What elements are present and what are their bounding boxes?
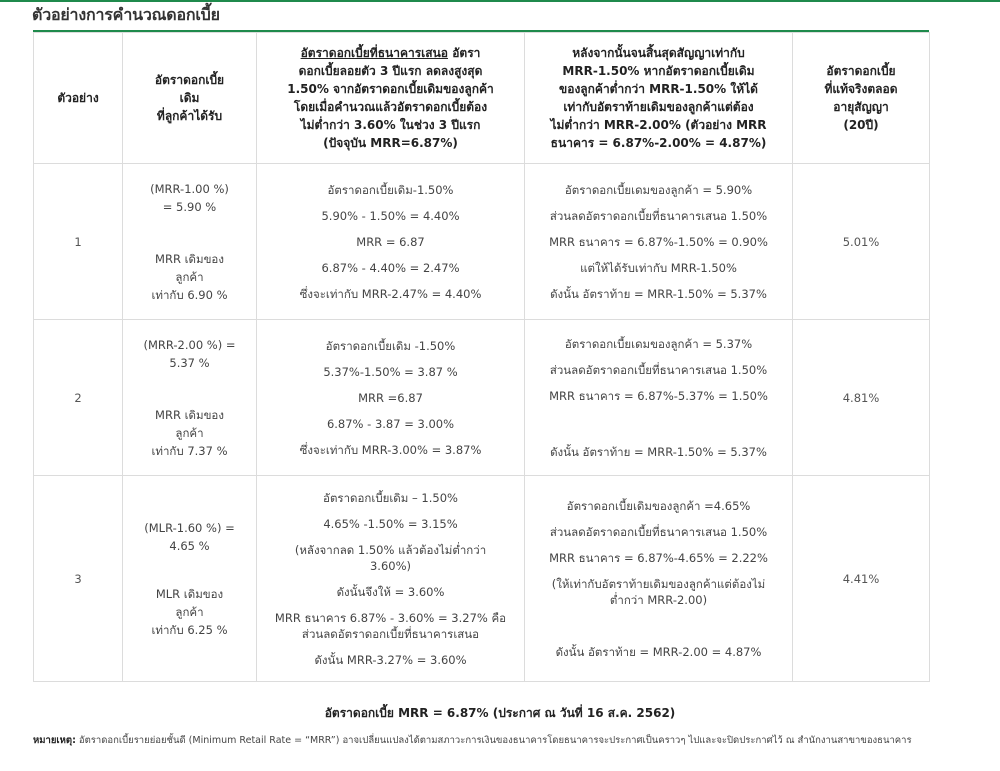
original-mrr-line: ลูกค้า (175, 425, 204, 440)
bank-offer-line: MRR = 6.87 (356, 234, 425, 249)
after-contract-cell (525, 164, 793, 320)
header-original-rate-line: อัตราดอกเบี้ย (154, 73, 225, 87)
original-rate-line: = 5.90 % (162, 199, 217, 214)
bank-offer-line: ซึ่งจะเท่ากับ MRR-2.47% = 4.40% (299, 286, 482, 301)
bank-offer-line: ดังนั้น MRR-3.27% = 3.60% (314, 652, 467, 667)
after-contract-line: ส่วนลดอัตราดอกเบี้ยที่ธนาคารเสนอ 1.50% (549, 524, 768, 539)
original-mrr-line: เท่ากับ 6.90 % (151, 287, 228, 302)
example-number: 2 (34, 320, 123, 476)
bank-offer-line: ดังนั้นจึงให้ = 3.60% (336, 584, 445, 599)
original-mrr-line: MLR เดิมของ (155, 586, 224, 601)
bank-offer-line: MRR ธนาคาร 6.87% - 3.60% = 3.27% คือ ส่วนลดอัตราดอกเบี้ยที่ธนาคารเสนอ (274, 610, 507, 641)
header-after-contract-line: ของลูกค้าต่ำกว่า MRR-1.50% ให้ได้ (559, 82, 758, 96)
effective-rate-value: 4.81% (793, 320, 930, 476)
effective-rate-value: 4.41% (793, 476, 930, 682)
header-original-rate-line: เดิม (179, 91, 200, 105)
after-contract-line: MRR ธนาคาร = 6.87%-5.37% = 1.50% (549, 388, 768, 403)
interest-example-table-wrap (33, 30, 929, 682)
after-contract-line: อัตราดอกเบี้ยเดิมของลูกค้า =4.65% (566, 498, 751, 513)
bank-offer-cell (257, 320, 525, 476)
original-rate-line: (MLR-1.60 %) = (144, 520, 235, 535)
header-effective-rate-line: (20ปี) (843, 118, 879, 132)
interest-example-table (33, 32, 930, 682)
original-rate-line: 4.65 % (169, 538, 210, 553)
original-rate-line: (MRR-2.00 %) = (143, 337, 236, 352)
original-mrr-line: MRR เดิมของ (155, 407, 224, 422)
footnote-label: หมายเหตุ: (33, 735, 76, 746)
bank-offer-line: อัตราดอกเบี้ยเดิม-1.50% (327, 182, 454, 197)
table-header-row (34, 33, 930, 164)
after-contract-line: MRR ธนาคาร = 6.87%-1.50% = 0.90% (549, 234, 768, 249)
after-contract-line: ส่วนลดอัตราดอกเบี้ยที่ธนาคารเสนอ 1.50% (549, 208, 768, 223)
after-contract-line: อัตราดอกเบี้ยเดมของลูกค้า = 5.37% (564, 336, 753, 351)
original-mrr-line: เท่ากับ 6.25 % (151, 622, 228, 637)
header-bank-offer-line: โดยเมื่อคำนวณแล้วอัตราดอกเบี้ยต้อง (293, 100, 488, 114)
original-rate-line: (MRR-1.00 %) (150, 181, 229, 196)
header-effective-rate-line: อายุสัญญา (833, 100, 889, 114)
bank-offer-cell (257, 476, 525, 682)
original-mrr-line: ลูกค้า (175, 269, 204, 284)
original-mrr-line: ลูกค้า (175, 604, 204, 619)
mrr-announcement: อัตราดอกเบี้ย MRR = 6.87% (ประกาศ ณ วันที่ 16 ส.ค. 2562) (324, 706, 676, 720)
after-contract-result: ดังนั้น อัตราท้าย = MRR-2.00 = 4.87% (555, 644, 762, 659)
table-row (34, 320, 930, 476)
footnote (33, 733, 912, 748)
header-after-contract-line: ไม่ต่ำกว่า MRR-2.00% (ตัวอย่าง MRR (550, 118, 767, 132)
table-row (34, 476, 930, 682)
header-after-contract-line: ธนาคาร = 6.87%-2.00% = 4.87%) (550, 136, 767, 150)
after-contract-cell (525, 320, 793, 476)
bank-offer-line: อัตราดอกเบี้ยเดิม – 1.50% (323, 490, 458, 505)
after-contract-line: ดังนั้น อัตราท้าย = MRR-1.50% = 5.37% (550, 286, 767, 301)
header-after-contract-line: เท่ากับอัตราท้ายเดิมของลูกค้าแต่ต้อง (563, 100, 754, 114)
header-effective-rate-line: อัตราดอกเบี้ย (826, 64, 896, 78)
footnote-text: อัตราดอกเบี้ยรายย่อยชั้นดี (Minimum Retail Rate = “MRR”) อาจเปลี่ยนแปลงได้ตามสภาวะการเงินของธนาคารโดยธนาคารจะประกาศเป็นคราวๆ ไปและจะปิดประกาศไว้ ณ สำนักงานสาขาของธนาคาร (75, 735, 912, 746)
page-title: ตัวอย่างการคำนวณดอกเบี้ย (32, 5, 220, 24)
bank-offer-line: MRR =6.87 (358, 390, 423, 405)
bank-offer-line: 6.87% - 4.40% = 2.47% (321, 260, 460, 275)
header-effective-rate-line: ที่แท้จริงตลอด (824, 82, 898, 96)
bank-offer-line: อัตราดอกเบี้ยเดิม -1.50% (325, 338, 456, 353)
header-after-contract-line: MRR-1.50% หากอัตราดอกเบี้ยเดิม (562, 64, 755, 78)
header-original-rate-line: ที่ลูกค้าได้รับ (156, 109, 223, 123)
header-after-contract-line: หลังจากนั้นจนสิ้นสุดสัญญาเท่ากับ (572, 46, 745, 60)
header-bank-offer-line: (ปัจจุบัน MRR=6.87%) (323, 136, 458, 150)
effective-rate-value: 5.01% (793, 164, 930, 320)
after-contract-result: ดังนั้น อัตราท้าย = MRR-1.50% = 5.37% (550, 444, 767, 459)
header-after-contract (525, 33, 793, 164)
after-contract-line: แต่ให้ได้รับเท่ากับ MRR-1.50% (580, 260, 737, 275)
bank-offer-line: ซึ่งจะเท่ากับ MRR-3.00% = 3.87% (299, 442, 482, 457)
original-rate-line: 5.37 % (169, 355, 210, 370)
original-mrr-line: MRR เดิมของ (155, 251, 224, 266)
bank-offer-line: 5.90% - 1.50% = 4.40% (321, 208, 460, 223)
bank-offer-line: 5.37%-1.50% = 3.87 % (323, 364, 458, 379)
bank-offer-line: 6.87% - 3.87 = 3.00% (326, 416, 455, 431)
header-original-rate (123, 33, 257, 164)
after-contract-line: (ให้เท่ากับอัตราท้ายเดิมของลูกค้าแต่ต้องไม่ ต่ำกว่า MRR-2.00) (551, 576, 766, 607)
header-bank-offer (257, 33, 525, 164)
example-number: 1 (34, 164, 123, 320)
table-row (34, 164, 930, 320)
bank-offer-cell (257, 164, 525, 320)
header-bank-offer-line: 1.50% จากอัตราดอกเบี้ยเดิมของลูกค้า (287, 82, 494, 96)
original-rate-cell (123, 476, 257, 682)
example-number: 3 (34, 476, 123, 682)
header-bank-offer-line: ดอกเบี้ยลอยตัว 3 ปีแรก ลดลงสูงสุด (298, 64, 483, 78)
after-contract-line: อัตราดอกเบี้ยเดมของลูกค้า = 5.90% (564, 182, 753, 197)
top-accent-line (0, 0, 1000, 2)
after-contract-line: MRR ธนาคาร = 6.87%-4.65% = 2.22% (549, 550, 768, 565)
original-rate-cell (123, 164, 257, 320)
after-contract-cell (525, 476, 793, 682)
bank-offer-line: (หลังจากลด 1.50% แล้วต้องไม่ต่ำกว่า 3.60%) (294, 542, 487, 573)
after-contract-line: ส่วนลดอัตราดอกเบี้ยที่ธนาคารเสนอ 1.50% (549, 362, 768, 377)
header-effective-rate (793, 33, 930, 164)
header-bank-offer-line: อัตราดอกเบี้ยที่ธนาคารเสนอ อัตรา (300, 46, 481, 60)
bank-offer-line: 4.65% -1.50% = 3.15% (323, 516, 458, 531)
header-bank-offer-line: ไม่ต่ำกว่า 3.60% ในช่วง 3 ปีแรก (300, 118, 481, 132)
original-mrr-line: เท่ากับ 7.37 % (151, 443, 228, 458)
original-rate-cell (123, 320, 257, 476)
header-example: ตัวอย่าง (34, 33, 123, 164)
